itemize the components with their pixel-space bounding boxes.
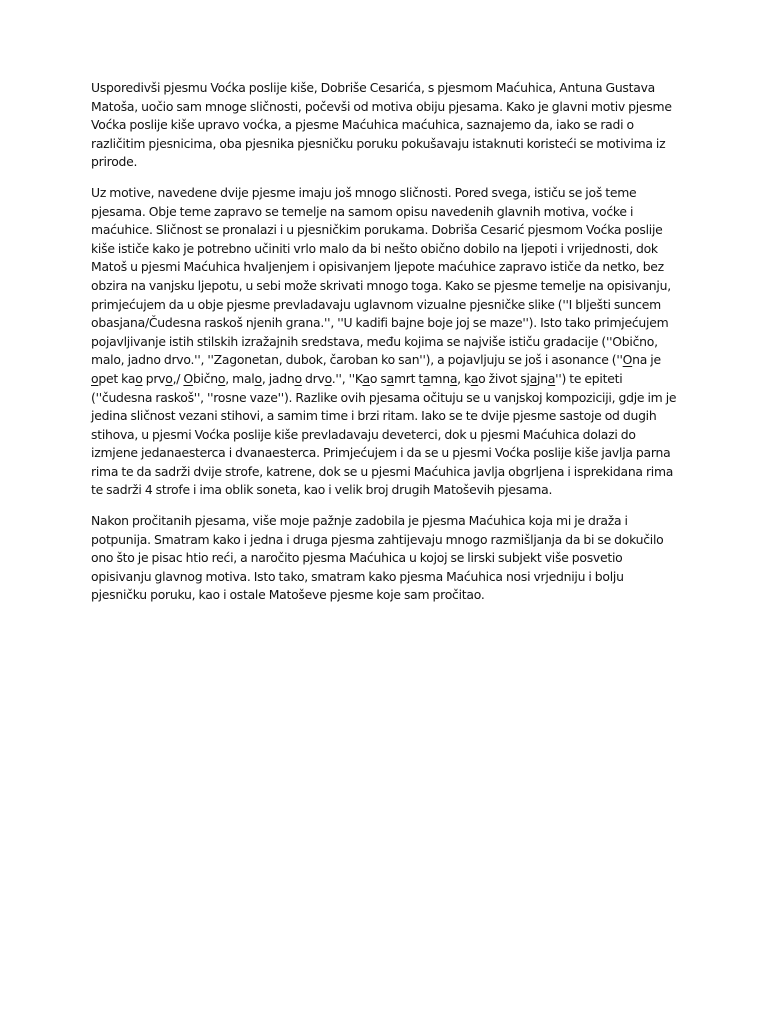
underlined-vowel: o bbox=[135, 370, 143, 386]
paragraph-2-part-1: Uz motive, navedene dvije pjesme imaju još mnogo sličnosti. Pored svega, ističu se još teme pjesama. Obje teme zapravo se temelje na samom opisu navedenih glavnih motiva, voćke i maćuhice. Sličnost se pronalazi i u pjesničkim porukama. Dobriša Cesarić pjesmom Voćka poslije kiše ističe kako je potrebno učiniti vrlo malo da bi nešto obično dobilo na ljepoti i vrijednosti, dok Matoš u pjesmi Maćuhica hvaljenjem i opisivanjem ljepote maćuhice zapravo ističe da netko, bez obzira na vanjsku ljepotu, u sebi može skrivati mnogo toga. Kako se pjesme temelje na opisivanju, primjećujem da u obje pjesme prevladavaju uglavnom vizualne pjesničke slike (''I blješti suncem obasjana/Čudesna raskoš njenih grana.'', ''U kadifi bajne boje joj se maze''). Isto tako primjećujem pojavljivanje istih stilskih izražajnih sredstava, među kojima se najviše ističu gradacije (''Obično, malo, jadno drvo.'', ''Zagonetan, dubok, čaroban ko san''), a pojavljuju se još i asonance ('' bbox=[91, 184, 671, 368]
assonance-text: ,/ bbox=[172, 370, 184, 386]
paragraph-3: Nakon pročitanih pjesama, više moje pažnje zadobila je pjesma Maćuhica koja mi je draža i potpunija. Smatram kako i jedna i druga pjesma zahtijevaju mnogo razmišljanja da bi se dokučilo ono što je pisac htio reći, a naročito pjesma Maćuhica u kojoj se lirski subjekt više posvetio opisivanju glavnog motiva. Isto tako, smatram kako pjesma Maćuhica nosi vrjedniju i bolju pjesničku poruku, kao i ostale Matoševe pjesme koje sam pročitao. bbox=[91, 513, 664, 603]
assonance-text: mn bbox=[430, 370, 450, 386]
paragraph-1: Usporedivši pjesmu Voćka poslije kiše, Dobriše Cesarića, s pjesmom Maćuhica, Antuna Gustava Matoša, uočio sam mnoge sličnosti, počevši od motiva obiju pjesama. Kako je glavni motiv pjesme Voćka poslije kiše upravo voćka, a pjesme Maćuhica maćuhica, saznajemo da, iako se radi o različitim pjesnicima, oba pjesnika pjesničku poruku pokušavaju istaknuti koristeći se motivima iz prirode. bbox=[91, 80, 672, 170]
underlined-vowel: o bbox=[254, 370, 262, 386]
underlined-vowel: a bbox=[362, 370, 370, 386]
assonance-text: pet ka bbox=[98, 370, 136, 386]
assonance-text: , mal bbox=[225, 370, 255, 386]
paragraph-2 bbox=[91, 184, 681, 500]
underlined-vowel: a bbox=[529, 370, 538, 386]
underlined-vowel: a bbox=[423, 370, 431, 386]
assonance-text: drv bbox=[301, 370, 325, 386]
assonance-text: na je bbox=[632, 352, 661, 368]
underlined-vowel: a bbox=[386, 370, 394, 386]
paragraph-2-part-2: '') te epiteti (''čudesna raskoš'', ''rosne vaze''). Razlike ovih pjesama očituju se u vanjskoj kompoziciji, gdje im je jedina sličnost vezani stihovi, a samim time i brzi ritam. Iako se te dvije pjesme sastoje od dugih stihova, u pjesmi Voćka poslije kiše prevladavaju deveterci, dok u pjesmi Maćuhica dolazi do izmjene jedanaesterca i dvanaesterca. Primjećujem i da se u pjesmi Voćka poslije kiše javlja parna rima te da sadrži dvije strofe, katrene, dok se u pjesmi Maćuhica javlja obgrljena i isprekidana rima te sadrži 4 strofe i ima oblik soneta, kao i velik broj drugih Matoševih pjesama. bbox=[91, 370, 677, 498]
assonance-text: o s bbox=[369, 370, 387, 386]
underlined-vowel: O bbox=[183, 370, 193, 386]
assonance-text: jn bbox=[537, 370, 548, 386]
underlined-vowel: o bbox=[294, 370, 302, 386]
assonance-text: mrt t bbox=[393, 370, 424, 386]
assonance-text: o život sj bbox=[478, 370, 530, 386]
assonance-text: bičn bbox=[192, 370, 218, 386]
underlined-vowel: o bbox=[91, 370, 99, 386]
underlined-vowel: O bbox=[622, 352, 633, 368]
assonance-text: , k bbox=[457, 370, 471, 386]
underlined-vowel: o bbox=[165, 370, 173, 386]
assonance-text: .'', ''K bbox=[331, 370, 363, 386]
underlined-vowel: o bbox=[217, 370, 226, 386]
underlined-vowel: o bbox=[324, 370, 332, 386]
underlined-vowel: a bbox=[547, 370, 556, 386]
assonance-text: prv bbox=[142, 370, 166, 386]
underlined-vowel: a bbox=[470, 370, 479, 386]
assonance-text: , jadn bbox=[261, 370, 295, 386]
document-body bbox=[91, 79, 681, 617]
underlined-vowel: a bbox=[449, 370, 458, 386]
